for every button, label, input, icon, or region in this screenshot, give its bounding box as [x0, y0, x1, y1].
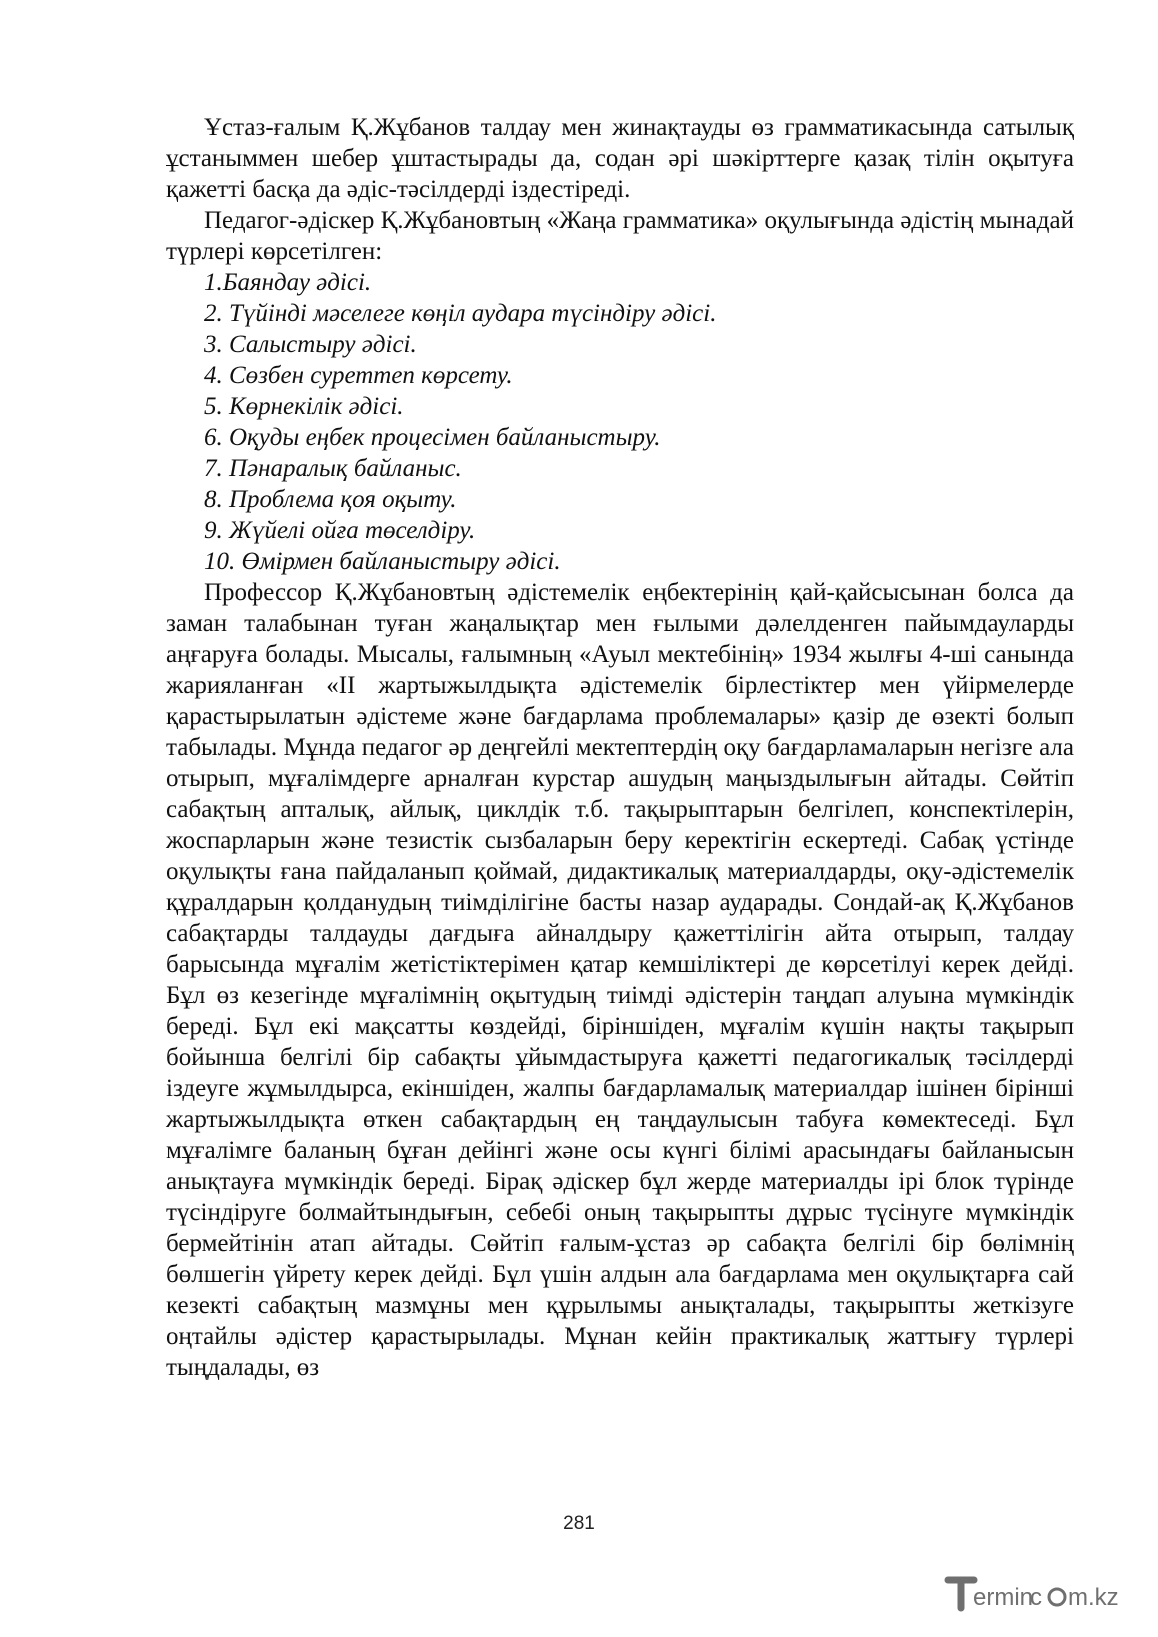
- paragraph-methods-intro: Педагог-әдіскер Қ.Жұбановтың «Жаңа грамматика» оқулығында әдістің мынадай түрлері көрсетілген:: [166, 207, 1074, 265]
- method-item: 5. Көрнекілік әдісі.: [204, 393, 404, 420]
- svg-text:ermin: ermin: [973, 1584, 1034, 1611]
- method-item: 4. Сөзбен суреттеп көрсету.: [204, 362, 513, 389]
- method-item: 9. Жүйелі ойға төселдіру.: [204, 517, 476, 544]
- svg-text:m.kz: m.kz: [1068, 1584, 1119, 1611]
- method-item: 10. Өмірмен байланыстыру әдісі.: [204, 548, 561, 575]
- methods-list: [166, 267, 1074, 577]
- paragraph-main: Профессор Қ.Жұбановтың әдістемелік еңбектерінің қай-қайсысынан болса да заман талабынан туған жаңалықтар мен ғылыми дәлелденген пайымдауларды аңғаруға болады. Мысалы, ғалымның «Ауыл мектебінің» 1934 жылғы 4-ші санында жарияланған «II жартыжылдықта әдістемелік бірлестіктер мен үйірмелерде қарастырылатын әдістеме және бағдарлама проблемалары» қазір де өзекті болып табылады. Мұнда педагог әр деңгейлі мектептердің оқу бағдарламаларын негізге ала отырып, мұғалімдерге арналған курстар ашудың маңыздылығын айтады. Сөйтіп сабақтың апталық, айлық, циклдік т.б. тақырыптарын белгілеп, конспектілерін, жоспарларын және тезистік сызбаларын беру керектігін ескертеді. Сабақ үстінде оқулықты ғана пайдаланып қоймай, дидактикалық материалдарды, оқу-әдістемелік құралдарын қолданудың тиімділігіне басты назар аударады. Сондай-ақ Қ.Жұбанов сабақтарды талдауды дағдыға айналдыру қажеттілігін айта отырып, талдау барысында мұғалім жетістіктерімен қатар кемшіліктері де көрсетілуі керек дейді. Бұл өз кезегінде мұғалімнің оқытудың тиімді әдістерін таңдап алуына мүмкіндік береді. Бұл екі мақсатты көздейді, біріншіден, мұғалім күшін нақты тақырып бойынша белгілі бір сабақты ұйымдастыруға қажетті педагогикалық тәсілдерді іздеуге жұмылдырса, екіншіден, жалпы бағдарламалық материалдар ішінен бірінші жартыжылдықта өткен сабақтардың ең таңдаулысын табуға көмектеседі. Бұл мұғалімге баланың бұған дейінгі және осы күнгі білімі арасындағы байланысын анықтауға мүмкіндік береді. Бірақ әдіскер бұл жерде материалды ірі блок түрінде түсіндіруге болмайтындығын, себебі оның тақырыпты дұрыс түсінуге мүмкіндік бермейтінін атап айтады. Сөйтіп ғалым-ұстаз әр сабақта белгілі бір бөлімнің бөлшегін үйрету керек дейді. Бұл үшін алдын ала бағдарлама мен оқулықтарға сай кезекті сабақтың мазмұны мен құрылымы анықталады, тақырыпты жеткізуге оңтайлы әдістер қарастырылады. Мұнан кейін практикалық жаттығу түрлері тыңдалады, өз: [166, 579, 1074, 1381]
- method-item: 3. Салыстыру әдісі.: [204, 331, 417, 358]
- method-item: 2. Түйінді мәселеге көңіл аудара түсіндіру әдісі.: [204, 300, 717, 327]
- page-body: [166, 112, 1074, 1383]
- method-item: 1.Баяндау әдісі.: [204, 269, 372, 296]
- method-item: 8. Проблема қоя оқыту.: [204, 486, 457, 513]
- page-number: 281: [563, 1513, 595, 1534]
- paragraph-intro: Ұстаз-ғалым Қ.Жұбанов талдау мен жинақтауды өз грамматикасында сатылық ұстаныммен шебер ұштастырады да, содан әрі шәкірттерге қазақ тілін оқытуға қажетті басқа да әдіс-тәсілдерді іздестіреді.: [166, 114, 1074, 203]
- watermark-logo-icon: [944, 1572, 1140, 1616]
- svg-text:c: c: [1030, 1584, 1042, 1611]
- method-item: 7. Пәнаралық байланыс.: [204, 455, 462, 482]
- method-item: 6. Оқуды еңбек процесімен байланыстыру.: [204, 424, 661, 451]
- site-watermark-logo: [944, 1572, 1140, 1616]
